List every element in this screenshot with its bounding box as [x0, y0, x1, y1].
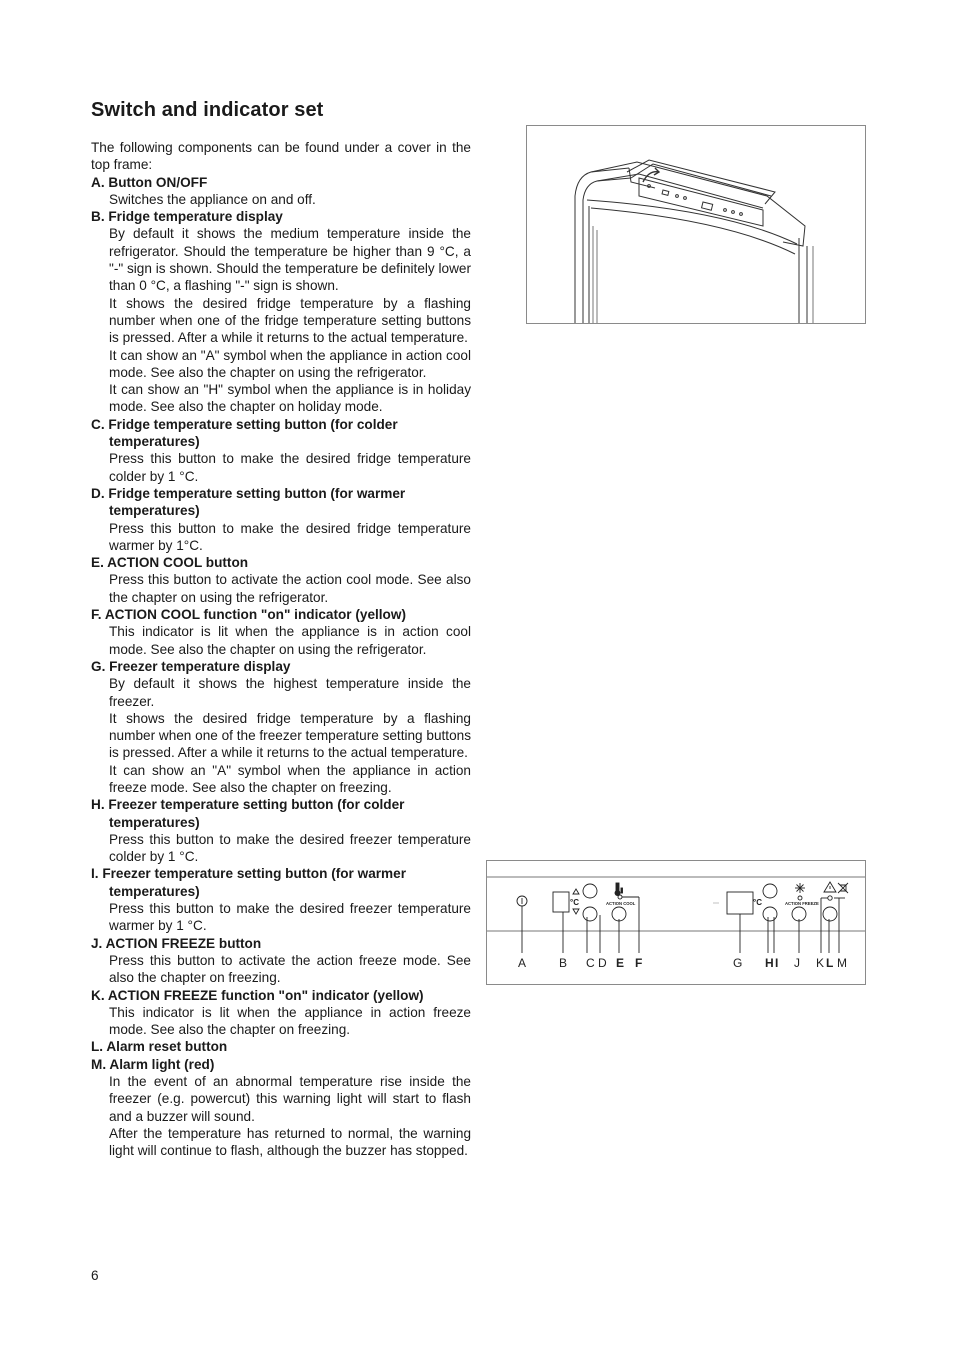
label-G: G	[733, 956, 743, 970]
item-paragraph: It can show an "A" symbol when the appliance in action cool mode. See also the chapter on using the refrigerator.	[109, 347, 471, 380]
item-description	[91, 191, 471, 208]
action-cool-button[interactable]	[612, 907, 626, 921]
item-paragraph: It shows the desired fridge temperature by a flashing number when one of the freezer temperature setting buttons is pressed. After a while it returns to the actual temperature.	[109, 710, 471, 761]
label-B: B	[559, 956, 568, 970]
label-L: L	[826, 956, 834, 970]
item-heading-continuation: temperatures)	[109, 503, 200, 519]
label-K: K	[816, 956, 825, 970]
item-paragraph: Press this button to activate the action cool mode. See also the chapter on using the refrigerator.	[109, 572, 471, 605]
item-description	[91, 1073, 471, 1159]
item-paragraph: In the event of an abnormal temperature rise inside the freezer (e.g. powercut) this warning light will start to flash and a buzzer will sound.	[109, 1074, 471, 1124]
item-heading	[91, 987, 471, 1004]
item-paragraph: This indicator is lit when the appliance is in action cool mode. See also the chapter on using the refrigerator.	[109, 624, 471, 657]
freezer-unit-label: °C	[753, 898, 762, 907]
item-heading	[91, 174, 471, 191]
item-paragraph: Press this button to make the desired fridge temperature warmer by 1°C.	[109, 520, 471, 553]
item-heading-text: I. Freezer temperature setting button (for warmer	[91, 866, 406, 882]
item-paragraph: Switches the appliance on and off.	[109, 191, 316, 207]
label-D: D	[598, 956, 607, 970]
item-description	[91, 520, 471, 555]
item-heading-text: E. ACTION COOL button	[91, 555, 249, 571]
label-E: E	[616, 956, 625, 970]
alarm-light	[828, 896, 832, 900]
action-cool-label: ACTION COOL	[606, 901, 636, 906]
item-heading	[91, 208, 471, 225]
item-heading	[91, 658, 471, 675]
action-freeze-button[interactable]	[792, 907, 806, 921]
item-description	[91, 1004, 471, 1039]
item-heading	[91, 1056, 471, 1073]
item-heading-text: D. Fridge temperature setting button (for warmer	[91, 485, 406, 501]
freezer-warmer-button[interactable]	[763, 907, 777, 921]
label-I: I	[775, 956, 779, 970]
item-paragraph: After the temperature has returned to normal, the warning light will continue to flash, although the buzzer has stopped.	[109, 1125, 471, 1159]
item-heading-text: G. Freezer temperature display	[91, 658, 291, 674]
item-heading-text: B. Fridge temperature display	[91, 209, 283, 225]
item-heading-continuation: temperatures)	[109, 883, 200, 899]
page-title: Switch and indicator set	[91, 99, 324, 121]
fridge-colder-button[interactable]	[583, 884, 597, 898]
item-paragraph: It shows the desired fridge temperature by a flashing number when one of the fridge temperature setting buttons is pressed. After a while it returns to the actual temperature.	[109, 295, 471, 346]
power-icon	[517, 896, 527, 906]
item-description	[91, 900, 471, 935]
label-J: J	[794, 956, 800, 970]
freezer-colder-button[interactable]	[763, 884, 777, 898]
item-paragraph: It can show an "H" symbol when the appliance is in holiday mode. See also the chapter on holiday mode.	[109, 382, 471, 415]
item-description	[91, 623, 471, 658]
item-heading-text: J. ACTION FREEZE button	[91, 935, 262, 951]
item-heading	[91, 416, 471, 451]
item-heading	[91, 865, 471, 900]
item-paragraph: Press this button to activate the action freeze mode. See also the chapter on freezing.	[109, 952, 471, 986]
item-description	[91, 831, 471, 866]
item-paragraph: It can show an "A" symbol when the appliance in action freeze mode. See also the chapter on freezing.	[109, 762, 471, 795]
control-panel-diagram	[486, 860, 866, 985]
item-paragraph: By default it shows the highest temperature inside the freezer.	[109, 676, 471, 709]
item-description	[91, 571, 471, 606]
fridge-top-illustration	[526, 125, 866, 324]
text-column	[91, 139, 471, 1160]
label-M: M	[837, 956, 847, 970]
item-heading	[91, 554, 471, 571]
snowflake-icon	[795, 883, 805, 893]
item-paragraph: By default it shows the medium temperature inside the refrigerator. Should the temperature be higher than 9 °C, a "-" sign is shown. Should the temperature be definitely lower than 0 °C, a flashing "-" sign is shown.	[109, 226, 471, 294]
label-A: A	[518, 956, 527, 970]
label-F: F	[635, 956, 643, 970]
item-heading	[91, 1038, 471, 1055]
item-paragraph: Press this button to make the desired freezer temperature colder by 1 °C.	[109, 831, 471, 865]
action-cool-indicator	[618, 895, 622, 899]
item-heading-text: K. ACTION FREEZE function "on" indicator (yellow)	[91, 987, 424, 1003]
freezer-temperature-display	[727, 892, 753, 914]
thermometer-icon	[615, 883, 623, 896]
item-description	[91, 675, 471, 796]
label-H: H	[765, 956, 774, 970]
alarm-mute-icon	[838, 883, 848, 893]
item-paragraph: This indicator is lit when the appliance in action freeze mode. See also the chapter on freezing.	[109, 1004, 471, 1038]
item-paragraph: Press this button to make the desired fridge temperature colder by 1 °C.	[109, 451, 471, 484]
alarm-reset-button[interactable]	[823, 907, 837, 921]
item-heading-continuation: temperatures)	[109, 814, 200, 830]
item-heading	[91, 796, 471, 831]
warning-triangle-icon	[573, 889, 579, 894]
item-heading	[91, 485, 471, 520]
item-heading-text: A. Button ON/OFF	[91, 174, 208, 190]
fridge-temperature-display	[553, 892, 569, 912]
down-triangle-icon	[573, 909, 579, 914]
action-freeze-indicator	[798, 896, 802, 900]
item-description	[91, 952, 471, 987]
fridge-warmer-button[interactable]	[583, 907, 597, 921]
fridge-unit-label: °C	[570, 898, 579, 907]
item-heading-continuation: temperatures)	[109, 434, 200, 450]
item-heading-text: F. ACTION COOL function "on" indicator (yellow)	[91, 607, 406, 623]
page-number: 6	[91, 1268, 99, 1283]
label-C: C	[586, 956, 595, 970]
intro-paragraph: The following components can be found under a cover in the top frame:	[91, 140, 471, 173]
item-heading-text: M. Alarm light (red)	[91, 1056, 215, 1072]
item-description	[91, 450, 471, 485]
item-heading-text: L. Alarm reset button	[91, 1039, 228, 1055]
item-description	[91, 225, 471, 415]
item-heading	[91, 935, 471, 952]
item-heading	[91, 606, 471, 623]
action-freeze-label: ACTION FREEZE	[785, 901, 819, 906]
item-heading-text: H. Freezer temperature setting button (for colder	[91, 797, 405, 813]
component-list	[91, 174, 471, 1160]
item-heading-text: C. Fridge temperature setting button (for colder	[91, 416, 398, 432]
item-paragraph: Press this button to make the desired freezer temperature warmer by 1 °C.	[109, 901, 471, 934]
